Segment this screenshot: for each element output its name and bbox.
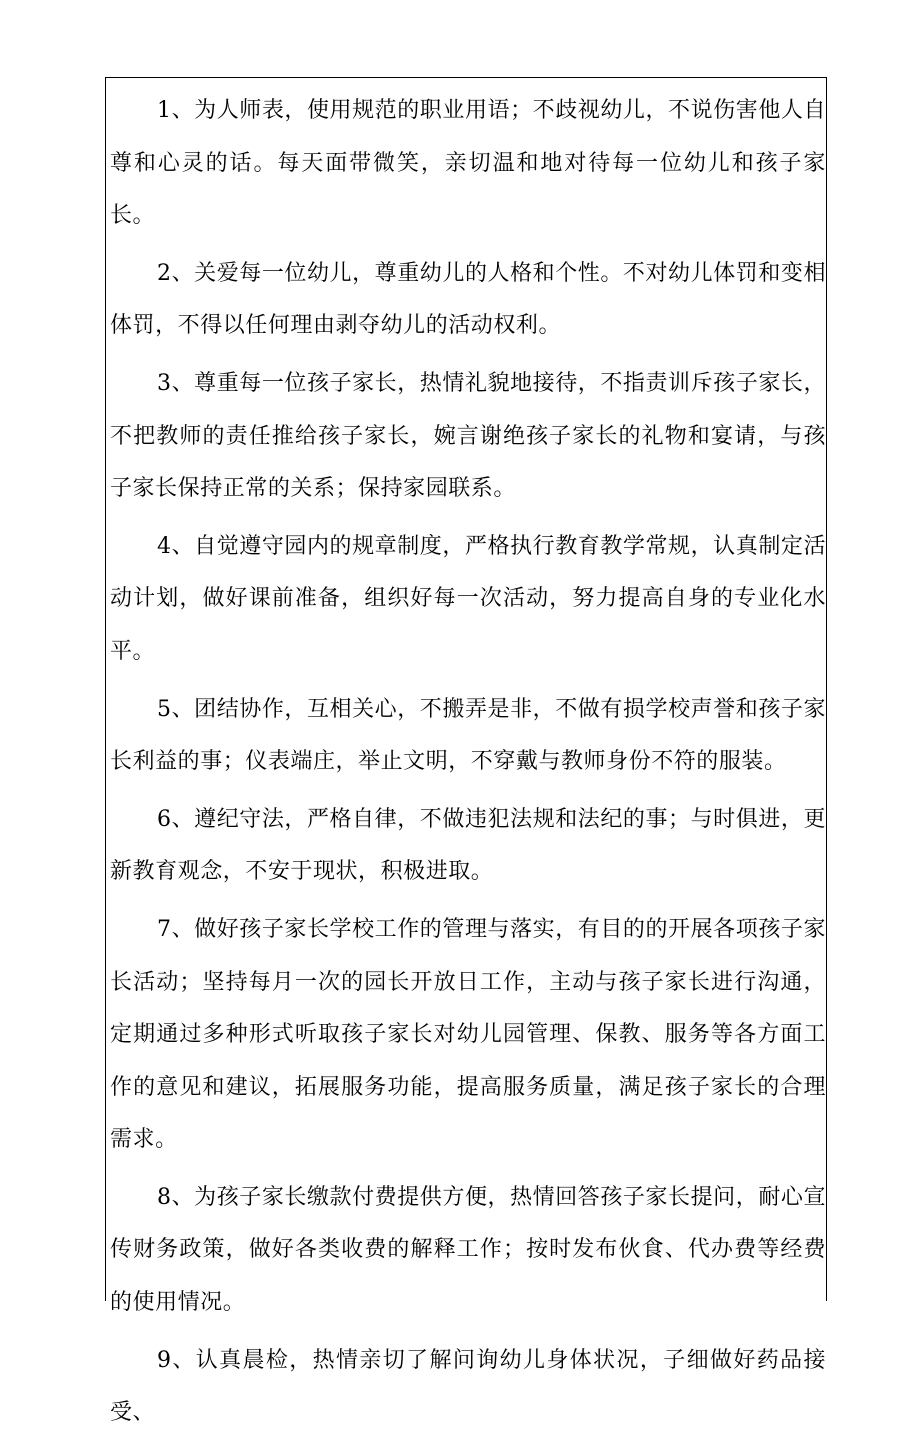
paragraph-5: 5、团结协作，互相关心，不搬弄是非，不做有损学校声誉和孩子家长利益的事；仪表端庄，举止文明，不穿戴与教师身份不符的服装。 bbox=[110, 696, 826, 775]
paragraph-1: 1、为人师表，使用规范的职业用语；不歧视幼儿，不说伤害他人自尊和心灵的话。每天面带微笑，亲切温和地对待每一位幼儿和孩子家长。 bbox=[110, 98, 826, 229]
paragraph-3: 3、尊重每一位孩子家长，热情礼貌地接待，不指责训斥孩子家长，不把教师的责任推给孩子家长，婉言谢绝孩子家长的礼物和宴请，与孩子家长保持正常的关系；保持家园联系。 bbox=[110, 370, 826, 502]
paragraph-6: 6、遵纪守法，严格自律，不做违犯法规和法纪的事；与时俱进，更新教育观念，不安于现状，积极进取。 bbox=[110, 806, 826, 885]
document-body bbox=[110, 85, 826, 1445]
paragraph-8: 8、为孩子家长缴款付费提供方便，热情回答孩子家长提问，耐心宣传财务政策，做好各类收费的解释工作；按时发布伙食、代办费等经费的使用情况。 bbox=[110, 1184, 826, 1316]
paragraph-7: 7、做好孩子家长学校工作的管理与落实，有目的的开展各项孩子家长活动；坚持每月一次的园长开放日工作，主动与孩子家长进行沟通，定期通过多种形式听取孩子家长对幼儿园管理、保教、服务等各方面工作的意见和建议，拓展服务功能，提高服务质量，满足孩子家长的合理需求。 bbox=[110, 916, 826, 1153]
paragraph-4: 4、自觉遵守园内的规章制度，严格执行教育教学常规，认真制定活动计划，做好课前准备，组织好每一次活动，努力提高自身的专业化水平。 bbox=[110, 533, 826, 664]
paragraph-2: 2、关爱每一位幼儿，尊重幼儿的人格和个性。不对幼儿体罚和变相体罚，不得以任何理由剥夺幼儿的活动权利。 bbox=[110, 260, 826, 339]
paragraph-9: 9、认真晨检，热情亲切了解问询幼儿身体状况，子细做好药品接受、 bbox=[110, 1347, 826, 1426]
